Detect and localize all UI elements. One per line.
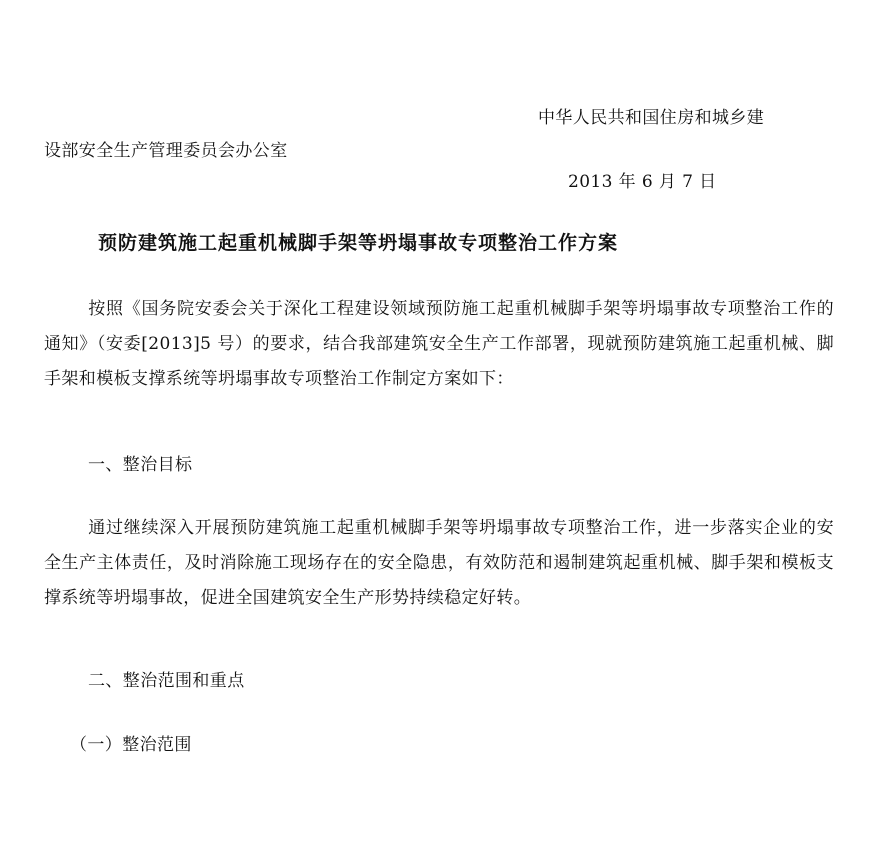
intro-paragraph: 按照《国务院安委会关于深化工程建设领域预防施工起重机械脚手架等坍塌事故专项整治工作的通知》（安委[2013]5 号）的要求，结合我部建筑安全生产工作部署，现就预防建筑施工起重机械、脚手架和模板支撑系统等坍塌事故专项整治工作制定方案如下： xyxy=(44,299,834,389)
section-1-paragraph: 通过继续深入开展预防建筑施工起重机械脚手架等坍塌事故专项整治工作，进一步落实企业的安全生产主体责任，及时消除施工现场存在的安全隐患，有效防范和遏制建筑起重机械、脚手架和模板支撑系统等坍塌事故，促进全国建筑安全生产形势持续稳定好转。 xyxy=(44,518,834,608)
section-1-heading: 一、整治目标 xyxy=(88,455,193,475)
issuer-line-2: 设部安全生产管理委员会办公室 xyxy=(44,141,288,161)
section-2-heading: 二、整治范围和重点 xyxy=(88,671,245,691)
issuer-line-1: 中华人民共和国住房和城乡建 xyxy=(538,108,765,128)
issue-date: 2013 年 6 月 7 日 xyxy=(568,172,717,192)
document-title: 预防建筑施工起重机械脚手架等坍塌事故专项整治工作方案 xyxy=(98,232,619,254)
subsection-1-heading: （一）整治范围 xyxy=(70,735,192,755)
